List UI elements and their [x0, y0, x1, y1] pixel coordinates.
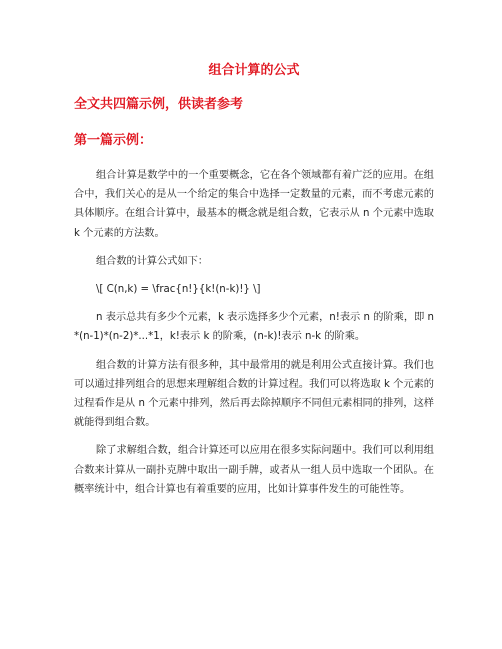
paragraph-formula-label: 组合数的计算公式如下： — [96, 255, 209, 267]
paragraph-intro: 组合计算是数学中的一个重要概念，它在各个领域都有着广泛的应用。在组合中，我们关心的是从一个给定的集合中选择一定数量的元素，而不考虑元素的具体顺序。在组合计算中，最基本的概念就是组合数，它表示从 n 个元素中选取 k 个元素的方法数。 — [74, 170, 434, 239]
document-body — [74, 166, 434, 499]
paragraph-formula-explanation: n 表示总共有多少个元素，k 表示选择多少个元素，n!表示 n 的阶乘，即 n*(n-1)*(n-2)*...*1，k!表示 k 的阶乘，(n-k)!表示 n-k 的阶乘。 — [74, 312, 434, 343]
document-title: 组合计算的公式 — [208, 63, 300, 78]
paragraph-calculation-methods: 组合数的计算方法有很多种，其中最常用的就是利用公式直接计算。我们也可以通过排列组合的思想来理解组合数的计算过程。我们可以将选取 k 个元素的过程看作是从 n 个元素中排列，然后再去除掉顺序不同但元素相同的排列，这样就能得到组合数。 — [74, 359, 434, 429]
section-heading: 第一篇示例： — [74, 133, 153, 148]
paragraph-formula: \[ C(n,k) = \frac{n!}{k!(n-k)!} \] — [96, 284, 261, 296]
paragraph-applications: 除了求解组合数，组合计算还可以应用在很多实际问题中。我们可以利用组合数来计算从一副扑克牌中取出一副手牌，或者从一组人员中选取一个团队。在概率统计中，组合计算也有着重要的应用，比如计算事件发生的可能性等。 — [74, 445, 434, 495]
document-subtitle: 全文共四篇示例，供读者参考 — [74, 97, 244, 112]
